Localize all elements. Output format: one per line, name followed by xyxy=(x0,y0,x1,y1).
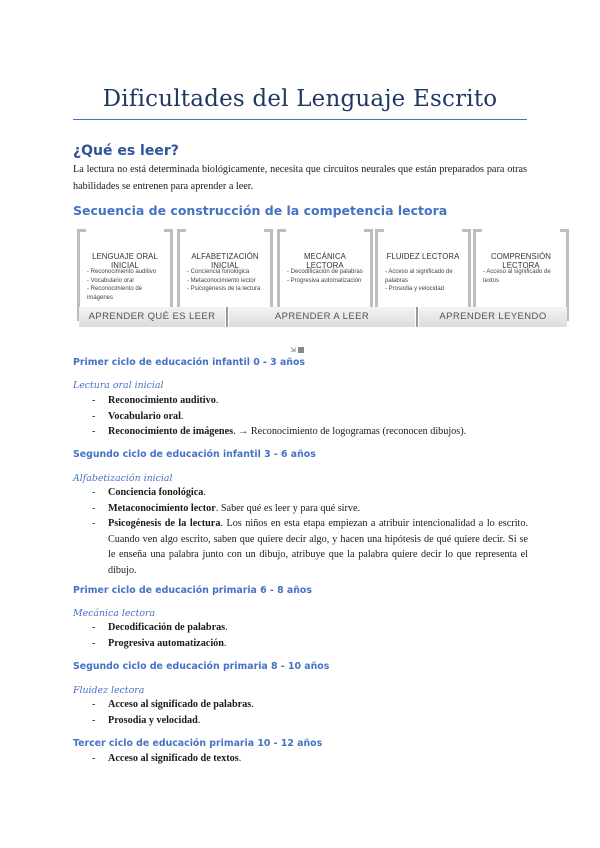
diagram-stage xyxy=(377,235,469,307)
phase-bar: APRENDER A LEER xyxy=(229,307,415,327)
stage-item: - Psicogénesis de la lectura xyxy=(187,286,261,292)
section-list xyxy=(92,485,528,578)
stage-item: - Acceso al significado de textos xyxy=(483,269,551,284)
stage-item: - Reconocimiento de imágenes xyxy=(87,286,143,301)
phase-separator xyxy=(416,307,418,327)
page-title: Dificultades del Lenguaje Escrito xyxy=(102,86,498,112)
phase-bar: APRENDER QUÉ ES LEER xyxy=(79,307,225,327)
title-divider xyxy=(73,119,527,120)
stage-title: COMPRENSIÓN LECTORA xyxy=(490,252,551,270)
stage-title: FLUIDEZ LECTORA xyxy=(386,252,460,261)
section-list xyxy=(92,697,528,728)
section-subheading: Fluidez lectora xyxy=(73,685,145,696)
list-item: - Reconocimiento auditivo. xyxy=(92,395,219,406)
stage-item: - Conciencia fonológica xyxy=(187,269,250,275)
stage-items xyxy=(87,268,165,302)
stage-item: - Reconocimiento auditivo xyxy=(87,269,157,275)
embedded-object-icon: ⇲ xyxy=(290,346,310,356)
section-heading: Primer ciclo de educación infantil 0 - 3 años xyxy=(73,357,305,368)
list-item: - Metaconocimiento lector. Saber qué es leer y para qué sirve. xyxy=(92,502,361,514)
stage-item: - Prosodia y velocidad xyxy=(385,286,445,292)
diagram-stage xyxy=(79,235,171,307)
section-list xyxy=(92,751,528,767)
stage-title: ALFABETIZACIÓN INICIAL xyxy=(191,252,259,270)
stage-item: - Progresiva automatización xyxy=(287,277,362,284)
section-heading: Tercer ciclo de educación primaria 10 - 12 años xyxy=(73,738,323,749)
list-item: - Decodificación de palabras. xyxy=(92,622,228,633)
diagram-stage xyxy=(179,235,271,307)
list-item: - Prosodia y velocidad. xyxy=(92,714,201,726)
stage-items xyxy=(187,268,265,294)
diagram-heading: Secuencia de construcción de la competencia lectora xyxy=(73,203,448,218)
list-item: - Acceso al significado de textos. xyxy=(92,753,242,764)
list-item: - Progresiva automatización. xyxy=(92,637,227,649)
stage-item: - Acceso al significado de palabras xyxy=(385,269,453,284)
section-heading: Segundo ciclo de educación primaria 8 - 10 años xyxy=(73,661,330,672)
stage-title: MECÁNICA LECTORA xyxy=(304,252,346,270)
phase-separator xyxy=(226,307,228,327)
diagram-stage xyxy=(475,235,567,307)
question-heading: ¿Qué es leer? xyxy=(73,143,179,159)
section-heading: Primer ciclo de educación primaria 6 - 8 años xyxy=(73,585,312,596)
stage-item: - Decodificación de palabras xyxy=(287,269,363,275)
stage-items xyxy=(287,268,365,285)
section-list xyxy=(92,620,528,651)
stage-title: LENGUAJE ORAL INICIAL xyxy=(92,252,158,270)
section-list xyxy=(92,393,528,440)
intro-paragraph: La lectura no está determinada biológicamente, necesita que circuitos neurales que están preparados para otras habilidades se entrenen para aprender a leer. xyxy=(73,164,527,192)
section-subheading: Lectura oral inicial xyxy=(73,380,164,391)
phase-bar: APRENDER LEYENDO xyxy=(419,307,567,327)
section-heading: Segundo ciclo de educación infantil 3 - 6 años xyxy=(73,449,316,460)
list-item: - Conciencia fonológica. xyxy=(92,487,206,498)
stage-item: - Metaconocimiento lector xyxy=(187,277,256,284)
stage-items xyxy=(483,268,561,285)
reading-competence-diagram xyxy=(73,227,577,357)
list-item: - Psicogénesis de la lectura. Los niños en esta etapa empiezan a atribuir intencionalidad a lo escrito. Cuando ven algo escrito, saben que quiere decir algo, y hacen una hipótesis de qué quiere decir. Si se le enseña una palabra junto con un dibujo, atribuye que la palabra quiere decir lo que representa el dibujo. xyxy=(92,518,528,576)
section-subheading: Mecánica lectora xyxy=(73,608,156,619)
list-item: - Vocabulario oral. xyxy=(92,410,184,422)
list-item: - Acceso al significado de palabras. xyxy=(92,699,254,710)
stage-items xyxy=(385,268,463,294)
diagram-stage xyxy=(279,235,371,307)
list-item: - Reconocimiento de imágenes. → Reconocimiento de logogramas (reconocen dibujos). xyxy=(92,426,467,437)
stage-item: - Vocabulario oral xyxy=(87,277,134,284)
section-subheading: Alfabetización inicial xyxy=(73,473,173,484)
